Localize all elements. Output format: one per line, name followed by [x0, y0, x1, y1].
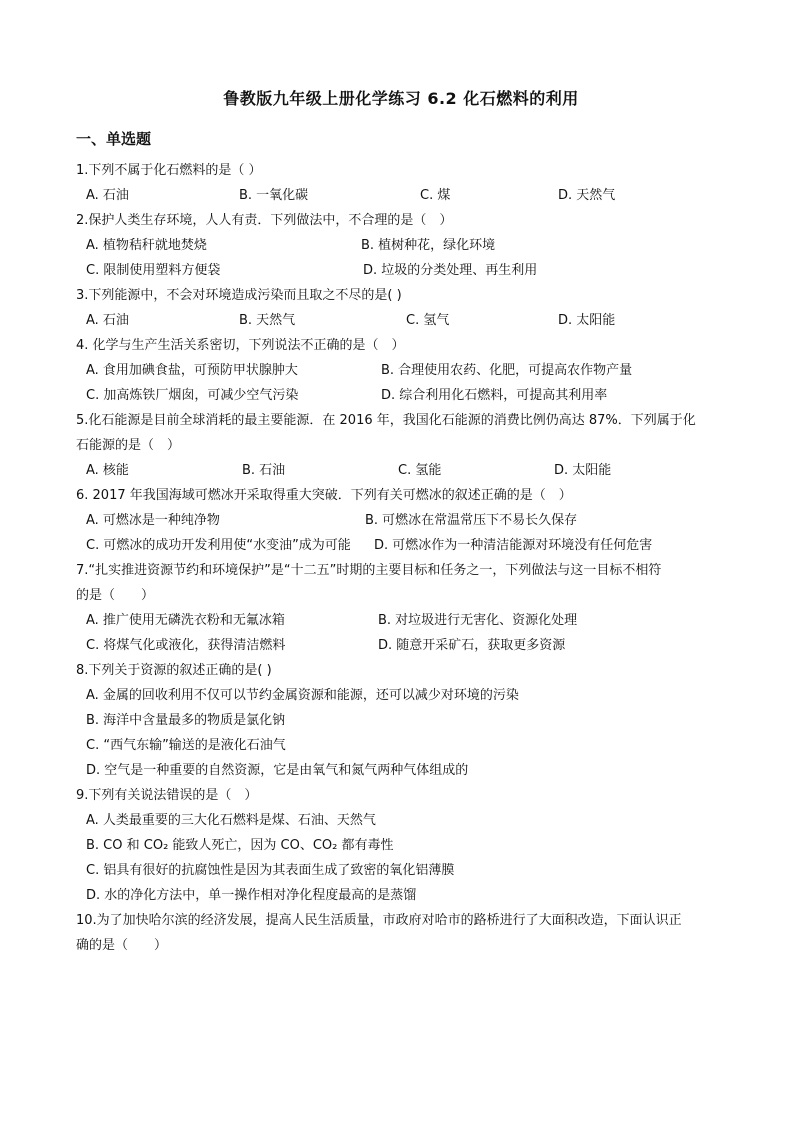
q6-option-a: A. 可燃冰是一种纯净物 — [86, 513, 220, 528]
question-2-stem: 2.保护人类生存环境，人人有责．下列做法中，不合理的是（ ） — [76, 213, 453, 228]
question-7-stem-line1: 7.“扎实推进资源节约和环境保护”是“十二五”时期的主要目标和任务之一，下列做法与这一目标不相符 — [76, 563, 662, 578]
worksheet-page — [76, 0, 726, 1123]
q3-option-d: D. 太阳能 — [558, 313, 616, 328]
q8-option-c: C. “西气东输”输送的是液化石油气 — [86, 738, 286, 753]
q4-option-b: B. 合理使用农药、化肥，可提高农作物产量 — [381, 363, 633, 378]
q3-option-b: B. 天然气 — [239, 313, 296, 328]
question-5-stem-line2: 石能源的是（ ） — [76, 438, 181, 453]
question-7-stem-line2: 的是（ ） — [76, 588, 155, 603]
question-10-stem-line1: 10.为了加快哈尔滨的经济发展，提高人民生活质量，市政府对哈市的路桥进行了大面积改造，下面认识正 — [76, 913, 682, 928]
q9-option-b: B. CO 和 CO₂ 能致人死亡，因为 CO、CO₂ 都有毒性 — [86, 838, 394, 853]
question-3-stem: 3.下列能源中，不会对环境造成污染而且取之不尽的是( ) — [76, 288, 402, 303]
section-heading: 一、单选题 — [76, 130, 152, 148]
q3-option-a: A. 石油 — [86, 313, 129, 328]
question-6-stem: 6. 2017 年我国海域可燃冰开采取得重大突破．下列有关可燃冰的叙述正确的是（ ） — [76, 488, 572, 503]
q2-option-d: D. 垃圾的分类处理、再生利用 — [363, 263, 538, 278]
question-10-stem-line2: 确的是（ ） — [76, 938, 168, 953]
q5-option-c: C. 氢能 — [398, 463, 442, 478]
question-5-stem-line1: 5.化石能源是目前全球消耗的最主要能源．在 2016 年，我国化石能源的消费比例仍高达 87%．下列属于化 — [76, 413, 696, 428]
q6-option-c: C. 可燃冰的成功开发利用使“水变油”成为可能 — [86, 538, 351, 553]
q7-option-b: B. 对垃圾进行无害化、资源化处理 — [378, 613, 578, 628]
q8-option-a: A. 金属的回收利用不仅可以节约金属资源和能源，还可以减少对环境的污染 — [86, 688, 519, 703]
question-4-stem: 4. 化学与生产生活关系密切，下列说法不正确的是（ ） — [76, 338, 405, 353]
q3-option-c: C. 氢气 — [406, 313, 450, 328]
q2-option-c: C. 限制使用塑料方便袋 — [86, 263, 221, 278]
q8-option-d: D. 空气是一种重要的自然资源，它是由氧气和氮气两种气体组成的 — [86, 763, 469, 778]
question-1-stem: 1.下列不属于化石燃料的是（ ） — [76, 163, 262, 178]
question-9-stem: 9.下列有关说法错误的是（ ） — [76, 788, 258, 803]
page-title: 鲁教版九年级上册化学练习 6.2 化石燃料的利用 — [223, 89, 579, 108]
question-8-stem: 8.下列关于资源的叙述正确的是( ) — [76, 663, 272, 678]
q1-option-c: C. 煤 — [420, 188, 451, 203]
q1-option-a: A. 石油 — [86, 188, 129, 203]
q7-option-c: C. 将煤气化或液化，获得清洁燃料 — [86, 638, 286, 653]
q9-option-d: D. 水的净化方法中，单一操作相对净化程度最高的是蒸馏 — [86, 888, 417, 903]
q7-option-a: A. 推广使用无磷洗衣粉和无氟冰箱 — [86, 613, 285, 628]
q2-option-b: B. 植树种花，绿化环境 — [361, 238, 496, 253]
q6-option-b: B. 可燃冰在常温常压下不易长久保存 — [365, 513, 578, 528]
q1-option-b: B. 一氧化碳 — [239, 188, 309, 203]
q2-option-a: A. 植物秸秆就地焚烧 — [86, 238, 207, 253]
q1-option-d: D. 天然气 — [558, 188, 616, 203]
q4-option-a: A. 食用加碘食盐，可预防甲状腺肿大 — [86, 363, 298, 378]
q8-option-b: B. 海洋中含量最多的物质是氯化钠 — [86, 713, 286, 728]
q5-option-d: D. 太阳能 — [554, 463, 612, 478]
q7-option-d: D. 随意开采矿石，获取更多资源 — [378, 638, 566, 653]
q5-option-b: B. 石油 — [242, 463, 286, 478]
q9-option-c: C. 铝具有很好的抗腐蚀性是因为其表面生成了致密的氧化铝薄膜 — [86, 863, 455, 878]
q6-option-d: D. 可燃冰作为一种清洁能源对环境没有任何危害 — [374, 538, 653, 553]
q4-option-c: C. 加高炼铁厂烟囱，可减少空气污染 — [86, 388, 299, 403]
q4-option-d: D. 综合利用化石燃料，可提高其利用率 — [381, 388, 608, 403]
q5-option-a: A. 核能 — [86, 463, 129, 478]
q9-option-a: A. 人类最重要的三大化石燃料是煤、石油、天然气 — [86, 813, 376, 828]
